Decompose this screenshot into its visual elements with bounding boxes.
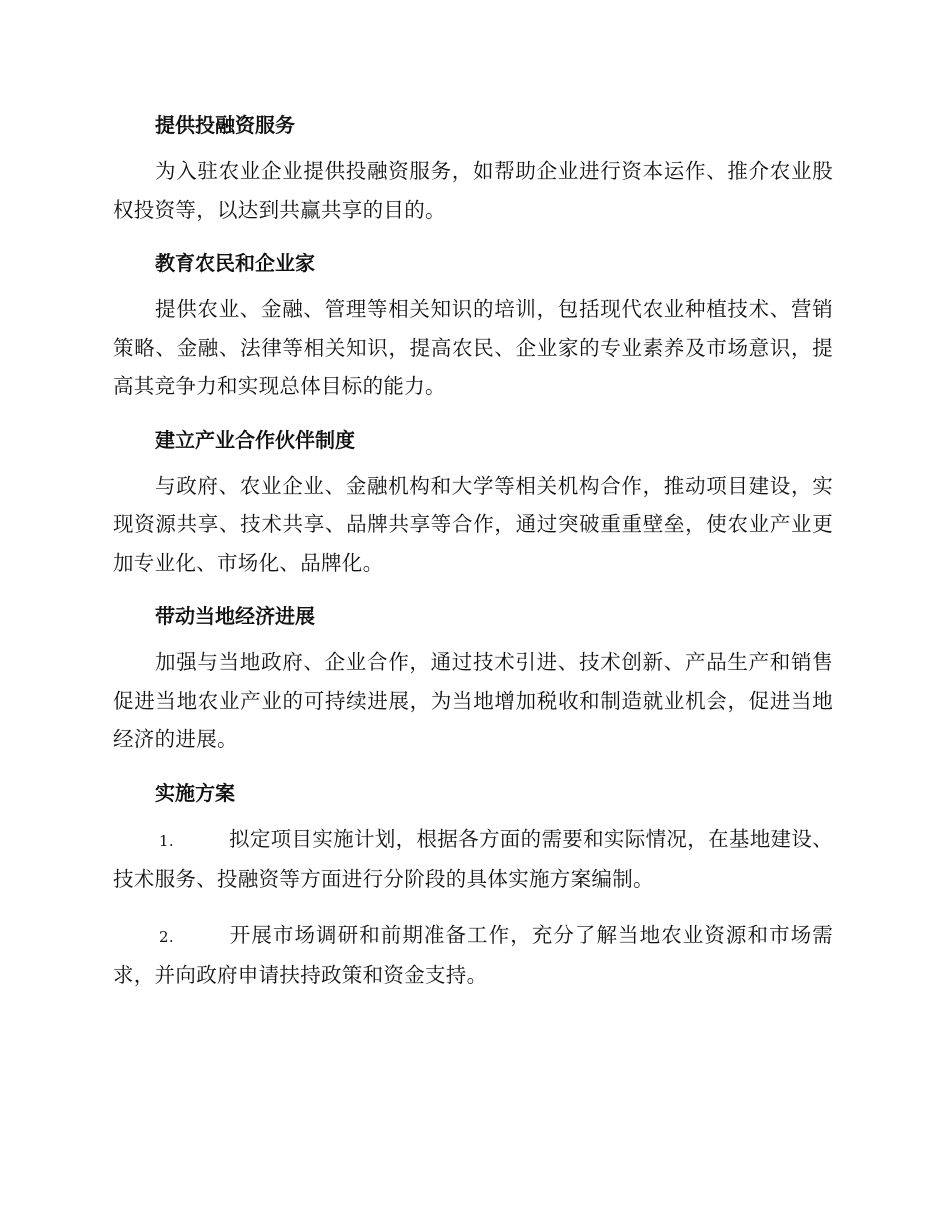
- section-heading-financing: 提供投融资服务: [155, 113, 295, 137]
- list-item-text: 拟定项目实施计划，根据各方面的需要和实际情况，在基地建设、技术服务、投融资等方面进行分阶段的具体实施方案编制。: [113, 826, 833, 891]
- section-heading-local-economy: 带动当地经济进展: [155, 604, 315, 628]
- section-heading-education: 教育农民和企业家: [155, 251, 315, 275]
- section-heading-implementation: 实施方案: [155, 780, 235, 805]
- list-item-text: 开展市场调研和前期准备工作，充分了解当地农业资源和市场需求，并向政府申请扶持政策和资金支持。: [113, 922, 833, 987]
- document-content: [113, 108, 833, 1012]
- section-body-partnership: 与政府、农业企业、金融机构和大学等相关机构合作，推动项目建设，实现资源共享、技术共享、品牌共享等合作，通过突破重重壁垒，使农业产业更加专业化、市场化、品牌化。: [113, 473, 833, 575]
- section-body-education: 提供农业、金融、管理等相关知识的培训，包括现代农业种植技术、营销策略、金融、法律等相关知识，提高农民、企业家的专业素养及市场意识，提高其竞争力和实现总体目标的能力。: [113, 297, 833, 398]
- list-item-number: 1.: [159, 831, 174, 850]
- list-item: [113, 916, 833, 995]
- list-item: [113, 820, 833, 899]
- section-body-local-economy: 加强与当地政府、企业合作，通过技术引进、技术创新、产品生产和销售促进当地农业产业的可持续进展，为当地增加税收和制造就业机会，促进当地经济的进展。: [113, 650, 833, 751]
- section-body-financing: 为入驻农业企业提供投融资服务，如帮助企业进行资本运作、推介农业股权投资等，以达到共赢共享的目的。: [113, 159, 833, 222]
- section-heading-partnership: 建立产业合作伙伴制度: [155, 427, 355, 452]
- list-item-number: 2.: [159, 927, 174, 946]
